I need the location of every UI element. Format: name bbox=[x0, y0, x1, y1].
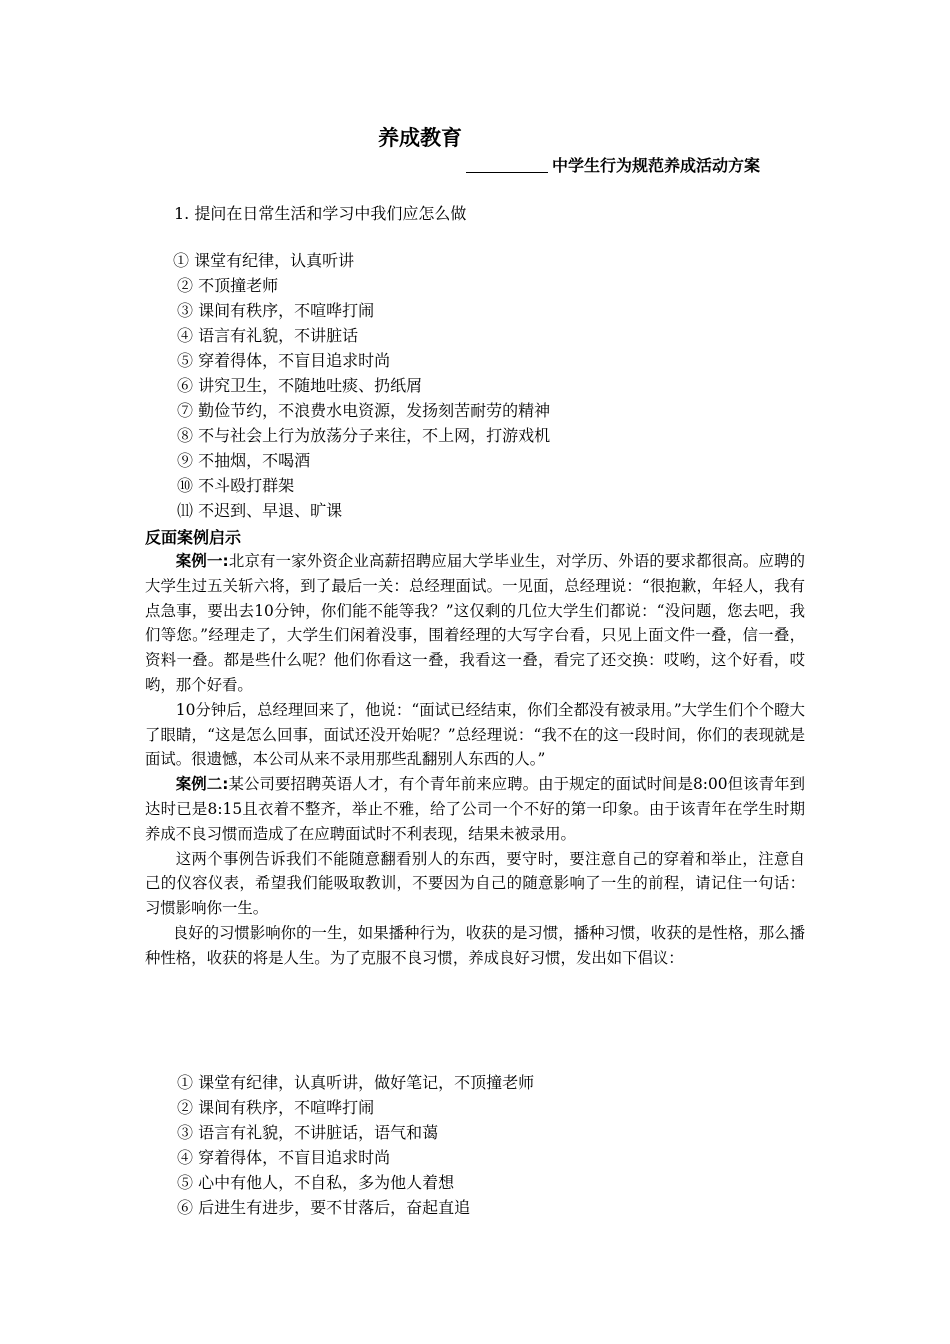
rules-list bbox=[173, 251, 550, 526]
rule-item: ⑨ 不抽烟，不喝酒 bbox=[177, 451, 311, 470]
document-subtitle bbox=[466, 153, 760, 176]
section-heading: 反面案例启示 bbox=[145, 528, 242, 547]
case1-label: 案例一: bbox=[175, 552, 229, 570]
document-title: 养成教育 bbox=[378, 126, 462, 150]
case2-paragraph bbox=[145, 772, 805, 846]
rule-item: ④ 语言有礼貌，不讲脏话 bbox=[177, 326, 359, 345]
proposal-item: ⑤ 心中有他人，不自私，多为他人着想 bbox=[177, 1173, 455, 1192]
fill-in-blank bbox=[466, 172, 548, 173]
rule-item: ⑾ 不迟到、早退、旷课 bbox=[177, 501, 343, 520]
rule-item: ① 课堂有纪律，认真听讲 bbox=[173, 251, 355, 270]
case-section bbox=[145, 549, 805, 971]
lesson-paragraph: 这两个事例告诉我们不能随意翻看别人的东西，要守时，要注意自己的穿着和举止，注意自己的仪容仪表，希望我们能吸取教训，不要因为自己的随意影响了一生的前程，请记住一句话：习惯影响你一生。 bbox=[145, 849, 805, 918]
case1-text: 北京有一家外资企业高薪招聘应届大学毕业生，对学历、外语的要求都很高。应聘的大学生过五关斩六将，到了最后一关：总经理面试。一见面，总经理说：“很抱歉，年轻人，我有点急事，要出去10分钟，你们能不能等我？”这仅剩的几位大学生们都说：“没问题，您去吧，我们等您。”经理走了，大学生们闲着没事，围着经理的大写字台看，只见上面文件一叠，信一叠，资料一叠。都是些什么呢？他们你看这一叠，我看这一叠，看完了还交换：哎哟，这个好看，哎哟，那个好看。 bbox=[145, 552, 805, 694]
proposal-item: ⑥ 后进生有进步，要不甘落后，奋起直追 bbox=[177, 1198, 471, 1217]
question-line: 1. 提问在日常生活和学习中我们应怎么做 bbox=[174, 204, 467, 223]
case2-text: 某公司要招聘英语人才，有个青年前来应聘。由于规定的面试时间是8:00但该青年到达时已是8:15且衣着不整齐，举止不雅，给了公司一个不好的第一印象。由于该青年在学生时期养成不良习惯而造成了在应聘面试时不利表现，结果未被录用。 bbox=[145, 775, 806, 843]
rule-item: ⑩ 不斗殴打群架 bbox=[177, 476, 295, 495]
proposal-item: ① 课堂有纪律，认真听讲，做好笔记，不顶撞老师 bbox=[177, 1073, 535, 1092]
proposal-item: ② 课间有秩序，不喧哗打闹 bbox=[177, 1098, 375, 1117]
case1-paragraph bbox=[145, 549, 805, 698]
rule-item: ⑦ 勤俭节约，不浪费水电资源，发扬刻苦耐劳的精神 bbox=[177, 401, 551, 420]
rule-item: ⑥ 讲究卫生，不随地吐痰、扔纸屑 bbox=[177, 376, 423, 395]
proposals-list bbox=[177, 1073, 534, 1223]
case1-paragraph-2: 10分钟后，总经理回来了，他说：“面试已经结束，你们全都没有被录用。”大学生们个个瞪大了眼睛，“这是怎么回事，面试还没开始呢？”总经理说：“我不在的这一段时间，你们的表现就是面试。很遗憾，本公司从来不录用那些乱翻别人东西的人。” bbox=[145, 700, 805, 769]
rule-item: ⑤ 穿着得体，不盲目追求时尚 bbox=[177, 351, 391, 370]
proposal-item: ③ 语言有礼貌，不讲脏话，语气和蔼 bbox=[177, 1123, 439, 1142]
rule-item: ⑧ 不与社会上行为放荡分子来往，不上网，打游戏机 bbox=[177, 426, 551, 445]
subtitle-text: 中学生行为规范养成活动方案 bbox=[551, 156, 760, 175]
proposal-intro: 良好的习惯影响你的一生，如果播种行为，收获的是习惯，播种习惯，收获的是性格，那么播种性格，收获的将是人生。为了克服不良习惯，养成良好习惯，发出如下倡议： bbox=[145, 923, 805, 967]
rule-item: ③ 课间有秩序，不喧哗打闹 bbox=[177, 301, 375, 320]
rule-item: ② 不顶撞老师 bbox=[177, 276, 279, 295]
case2-label: 案例二: bbox=[175, 775, 229, 794]
proposal-item: ④ 穿着得体，不盲目追求时尚 bbox=[177, 1148, 391, 1167]
